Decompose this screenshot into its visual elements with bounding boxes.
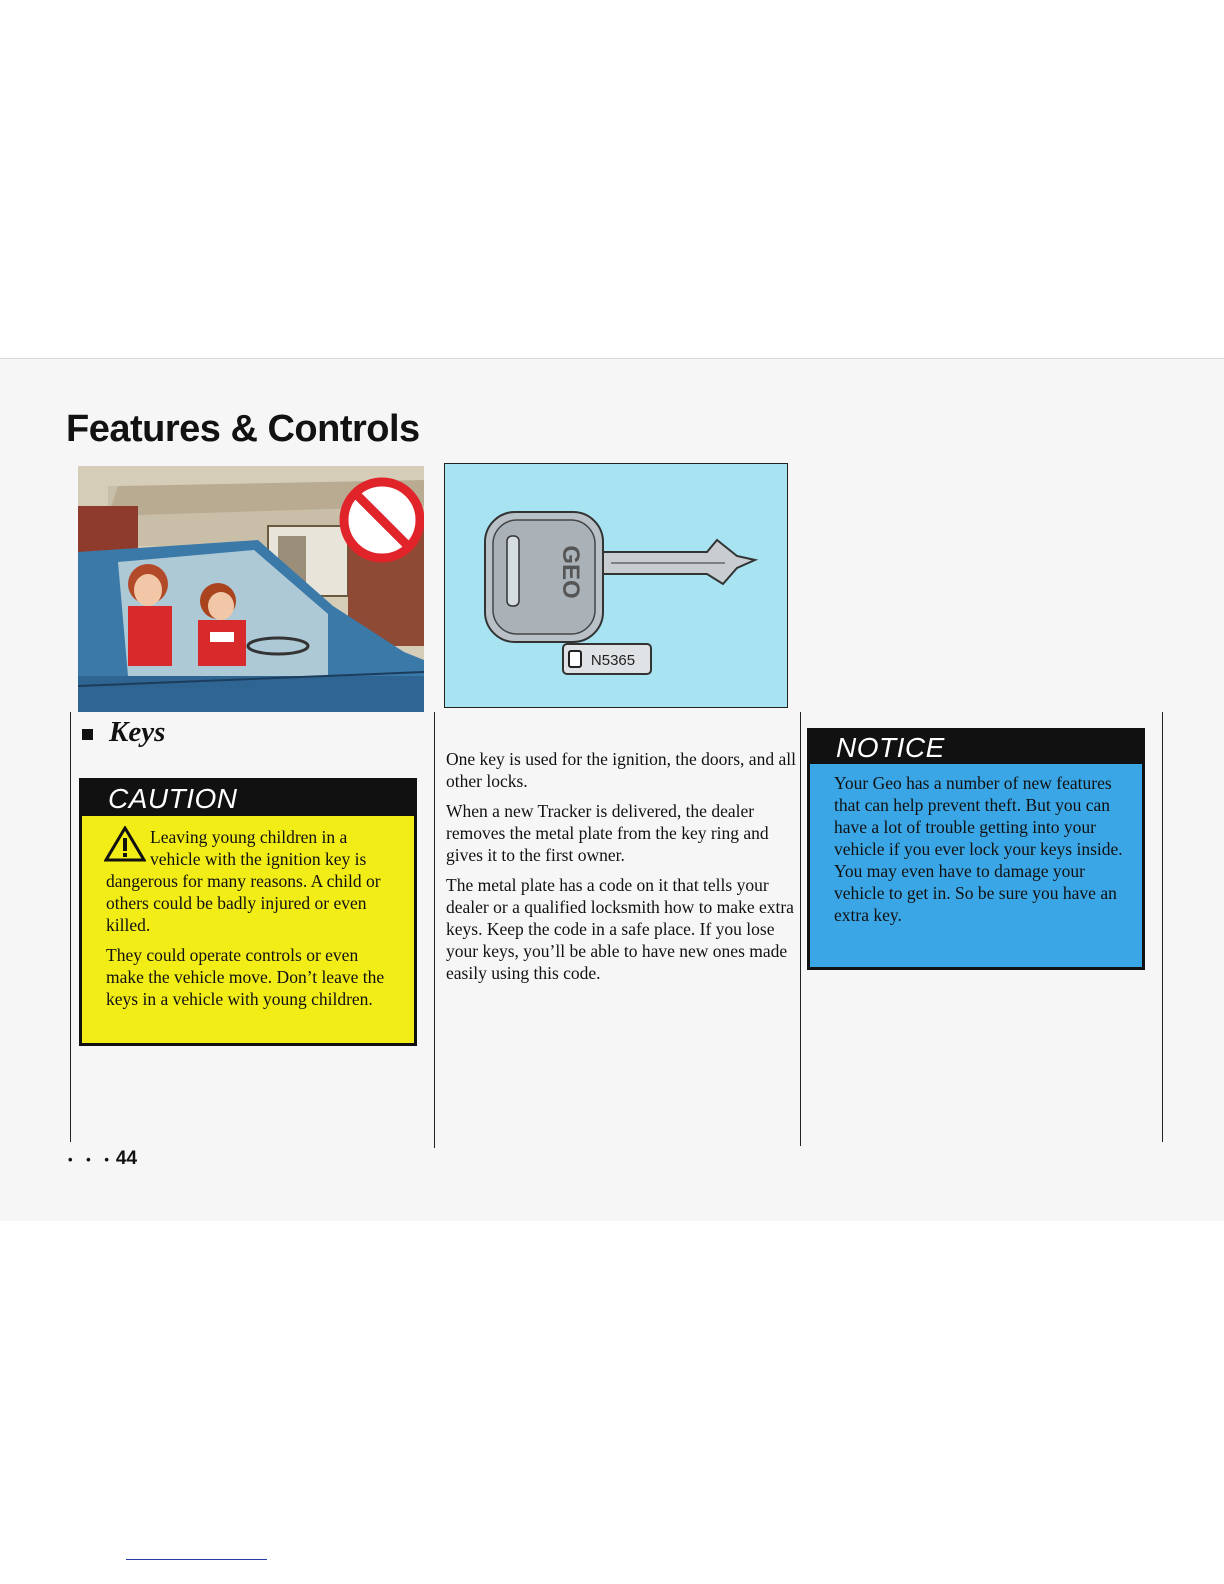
notice-box: [807, 728, 1145, 970]
key-code-plate: [562, 645, 650, 675]
body-paragraph-1: One key is used for the ignition, the doors, and all other locks.: [446, 749, 796, 791]
column-rule-right: [800, 712, 801, 1146]
geo-logo-text: GEO: [557, 545, 584, 599]
bullet-square-icon: [82, 729, 93, 740]
bottom-rule: [126, 1559, 267, 1560]
caution-label: CAUTION: [82, 781, 414, 816]
warning-triangle-icon: [104, 826, 146, 862]
column-rule-left: [70, 712, 71, 1142]
notice-label: NOTICE: [810, 731, 1142, 764]
notice-text: Your Geo has a number of new features that can help prevent theft. But you can have a lot of trouble getting into your vehicle if you ever lock your keys inside. You may even have to damage your vehicle to get in. So be sure you have an extra key.: [834, 773, 1123, 925]
page-number: [68, 1148, 137, 1170]
body-paragraph-3: The metal plate has a code on it that tells your dealer or a qualified locksmith how to make extra keys. Keep the code in a safe place. If you lose your keys, you’ll be able to have new ones made easily using this code.: [446, 875, 794, 983]
body-paragraph-2: When a new Tracker is delivered, the dealer removes the metal plate from the key ring and gives it to the first owner.: [446, 801, 769, 865]
body-text: [446, 748, 796, 992]
caution-box: [79, 778, 417, 1046]
column-rule-middle: [434, 712, 435, 1148]
caution-paragraph-1: [106, 826, 392, 936]
page-number-value: 44: [115, 1148, 138, 1169]
key-code-text: N5365: [590, 651, 636, 669]
column-rule-far-right: [1162, 712, 1163, 1142]
caution-paragraph-1-text: Leaving young children in a vehicle with the ignition key is dangerous for many reasons. A child or others could be badly injured or even killed.: [106, 827, 381, 935]
children-in-car-illustration: [78, 466, 424, 712]
page-title: Features & Controls: [66, 408, 420, 450]
caution-paragraph-2: They could operate controls or even make the vehicle move. Don’t leave the keys in a vehicle with young children.: [106, 945, 385, 1009]
section-heading-text: Keys: [109, 716, 166, 748]
section-heading-keys: [82, 716, 165, 749]
page-number-dots: • • •: [68, 1152, 114, 1167]
